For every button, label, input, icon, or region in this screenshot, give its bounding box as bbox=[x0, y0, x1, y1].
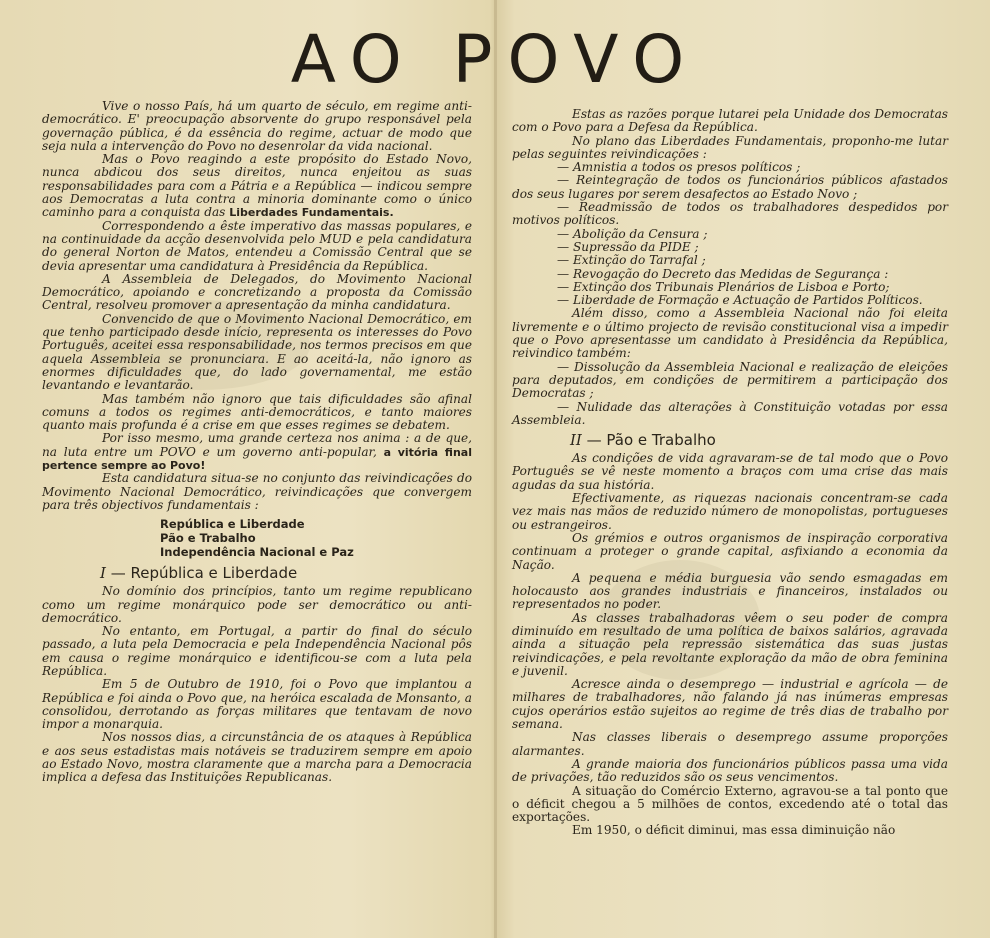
paragraph: Mas o Povo reagindo a este propósito do Estado Novo, nunca abdicou dos seus direitos, nunca enjeitou as suas responsabilidades para com a Pátria e a República — indicou sempre aos Democratas a luta contra a minoria dominante como o único caminho para a conquista das Liberdades Fundamentais. bbox=[42, 152, 472, 220]
paragraph: As classes trabalhadoras vêem o seu poder de compra diminuído em resultado de uma política de baixos salários, agravada ainda a situação pela repressão sistemática das suas justas reivindicações, e pela revoltante exploração da mão de obra feminina e juvenil. bbox=[512, 610, 948, 678]
list-item: — Revogação do Decreto das Medidas de Segurança : bbox=[557, 266, 889, 281]
paragraph: A situação do Comércio Externo, agravou-se a tal ponto que o déficit chegou a 5 milhões de contos, excedendo até o total das exportações. bbox=[512, 783, 948, 825]
right-column bbox=[512, 108, 948, 838]
paragraph: Em 1950, o déficit diminui, mas essa diminuição não bbox=[572, 823, 896, 838]
list-item: — Amnistia a todos os presos políticos ; bbox=[557, 160, 801, 175]
left-column bbox=[42, 100, 472, 785]
paragraph: Correspondendo a êste imperativo das massas populares, e na continuidade da acção desenvolvida pelo MUD e pela candidatura do general Norton de Matos, entendeu a Comissão Central que se devia apresentar uma candidatura à Presidência da República. bbox=[42, 218, 472, 273]
objective-item: Independência Nacional e Paz bbox=[160, 545, 354, 560]
section-heading: I — República e Liberdade bbox=[100, 564, 298, 583]
paragraph: Esta candidatura situa-se no conjunto das reivindicações do Movimento Nacional Democrático, reivindicações que convergem para três objectivos fundamentais : bbox=[42, 471, 472, 512]
paragraph: Por isso mesmo, uma grande certeza nos anima : a de que, na luta entre um POVO e um governo anti-popular, a vitória final pertence sempre ao Povo! bbox=[42, 431, 472, 473]
list-item: — Abolição da Censura ; bbox=[557, 226, 708, 241]
paragraph: Os grémios e outros organismos de inspiração corporativa continuam a proteger o grande capital, asfixiando a economia da Nação. bbox=[512, 530, 948, 572]
paragraph: Em 5 de Outubro de 1910, foi o Povo que implantou a República e foi ainda o Povo que, na heróica escalada de Monsanto, a consolidou, derrotando as forças militares que tentavam de novo impor a monarquia. bbox=[42, 677, 472, 732]
paragraph: Além disso, como a Assembleia Nacional não foi eleita livremente e o último projecto de revisão constitucional visa a impedir que o Povo apresentasse um candidato à Presidência da República, reivindico também: bbox=[512, 306, 948, 361]
paragraph: A Assembleia de Delegados, do Movimento Nacional Democrático, apoiando e concretizando a proposta da Comissão Central, resolveu promover a apresentação da minha candidatura. bbox=[42, 271, 472, 313]
paragraph: No entanto, em Portugal, a partir do final do século passado, a luta pela Democracia e pela Independência Nacional pôs em causa o regime monárquico e identificou-se com a luta pela República. bbox=[42, 624, 472, 678]
paragraph: Vive o nosso País, há um quarto de século, em regime anti-democrático. E' preocupação absorvente do grupo responsável pela governação pública, é da essência do regime, actuar de modo que seja nula a intervenção do Povo no desenrolar da vida nacional. bbox=[42, 99, 472, 153]
objective-item: Pão e Trabalho bbox=[160, 531, 256, 546]
bold-phrase: a vitória final pertence sempre ao Povo! bbox=[42, 445, 472, 473]
paragraph: Mas também não ignoro que tais dificuldades são afinal comuns a todos os regimes anti-democráticos, e tanto maiores quanto mais profunda é a crise em que esses regimes se debatem. bbox=[42, 391, 472, 433]
paragraph: No domínio dos princípios, tanto um regime republicano como um regime monárquico pode ser democrático ou anti-democrático. bbox=[42, 584, 472, 625]
list-item: — Extinção dos Tribunais Plenários de Lisboa e Porto; bbox=[557, 279, 890, 294]
paragraph: Nas classes liberais o desemprego assume proporções alarmantes. bbox=[512, 730, 948, 758]
paragraph: A pequena e média burguesia vão sendo esmagadas em holocausto aos grandes industriais e financeiros, instalados ou representados no poder. bbox=[512, 570, 948, 612]
paragraph: Efectivamente, as riquezas nacionais concentram-se cada vez mais nas mãos de reduzido número de monopolistas, portugueses ou estrangeiros. bbox=[512, 491, 948, 532]
paper-fold bbox=[494, 0, 497, 938]
list-item: — Nulidade das alterações à Constituição votadas por essa Assembleia. bbox=[512, 399, 948, 427]
list-item: — Liberdade de Formação e Actuação de Partidos Políticos. bbox=[557, 293, 923, 308]
objectives-list bbox=[160, 517, 472, 559]
page-title: AO POVO bbox=[290, 21, 700, 98]
list-item: — Reintegração de todos os funcionários públicos afastados dos seus lugares por serem desafectos ao Estado Novo ; bbox=[512, 173, 948, 201]
paragraph: A grande maioria dos funcionários públicos passa uma vida de privações, tão reduzidos são os seus vencimentos. bbox=[512, 756, 948, 785]
section-heading: II — Pão e Trabalho bbox=[570, 431, 716, 450]
list-item: — Extinção do Tarrafal ; bbox=[557, 253, 706, 268]
paragraph: Nos nossos dias, a circunstância de os ataques à República e aos seus estadistas mais notáveis se traduzirem sempre em apoio ao Estado Novo, mostra claramente que a marcha para a Democracia implica a defesa das Instituições Republicanas. bbox=[42, 730, 472, 785]
list-item: — Readmissão de todos os trabalhadores despedidos por motivos políticos. bbox=[512, 200, 948, 228]
paragraph: Acresce ainda o desemprego — industrial e agrícola — de milhares de trabalhadores, não falando já nas inúmeras empresas cujos operários estão sujeitos ao regime de três dias de trabalho por semana. bbox=[512, 677, 948, 732]
paragraph: No plano das Liberdades Fundamentais, proponho-me lutar pelas seguintes reivindicações : bbox=[512, 133, 948, 161]
objective-item: República e Liberdade bbox=[160, 517, 305, 532]
list-item: — Supressão da PIDE ; bbox=[557, 239, 699, 254]
paragraph: Convencido de que o Movimento Nacional Democrático, em que tenho participado desde início, representa os interesses do Povo Português, aceitei essa responsabilidade, nos termos precisos em que aquela Assembleia se pronunciara. E ao aceitá-la, não ignoro as enormes dificuldades que, do lado governamental, me estão levantando e levantarão. bbox=[42, 311, 472, 393]
list-item: — Dissolução da Assembleia Nacional e realização de eleições para deputados, em condições de permitirem a participação dos Democratas ; bbox=[512, 359, 948, 401]
paragraph: As condições de vida agravaram-se de tal modo que o Povo Português se vê neste momento a braços com uma crise das mais agudas da sua história. bbox=[512, 451, 948, 492]
paragraph: Estas as razões porque lutarei pela Unidade dos Democratas com o Povo para a Defesa da República. bbox=[512, 107, 948, 135]
bold-phrase: Liberdades Fundamentais. bbox=[229, 206, 394, 220]
